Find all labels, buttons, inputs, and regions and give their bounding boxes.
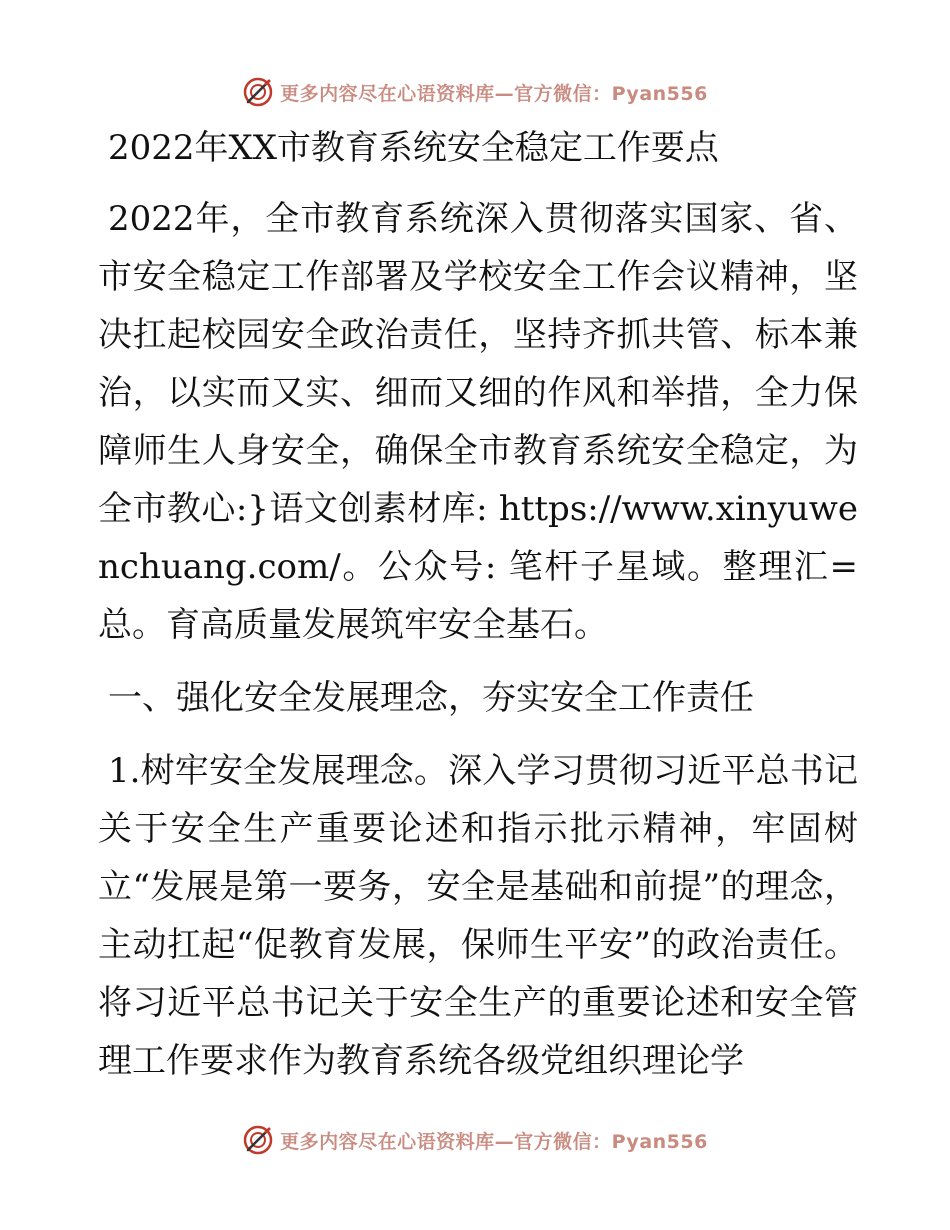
item-1-text: 1.树牢安全发展理念。深入学习贯彻习近平总书记关于安全生产重要论述和指示批示精神，牢固树立“发展是第一要务，安全是基础和前提”的理念，主动扛起“促教育发展，保师生平安”的政治责任。将习近平总书记关于安全生产的重要论述和安全管理工作要求作为教育系统各级党组织理论学 xyxy=(98,751,858,1081)
brand-logo-icon xyxy=(242,1124,274,1156)
item-1-paragraph xyxy=(98,742,858,1090)
watermark-text: 更多内容尽在心语资料库—官方微信：Pyan556 xyxy=(280,1130,708,1153)
brand-logo-icon xyxy=(242,76,274,108)
footer-watermark-banner xyxy=(0,1120,950,1160)
document-body xyxy=(98,122,858,1106)
intro-paragraph xyxy=(98,190,858,654)
watermark-text: 更多内容尽在心语资料库—官方微信：Pyan556 xyxy=(280,82,708,105)
section-heading: 一、强化安全发展理念，夯实安全工作责任 xyxy=(108,678,754,718)
intro-text: 2022年，全市教育系统深入贯彻落实国家、省、市安全稳定工作部署及学校安全工作会议精神，坚决扛起校园安全政治责任，坚持齐抓共管、标本兼治，以实而又实、细而又细的作风和举措，全力保障师生人身安全，确保全市教育系统安全稳定，为全市教心:}语文创素材库: https://www.xinyuwenchuang.com/。公众号: 笔杆子星域。整理汇=总。育高质量发展筑牢安全基石。 xyxy=(98,199,858,645)
document-title: 2022年XX市教育系统安全稳定工作要点 xyxy=(108,128,719,168)
header-watermark-banner xyxy=(0,72,950,112)
